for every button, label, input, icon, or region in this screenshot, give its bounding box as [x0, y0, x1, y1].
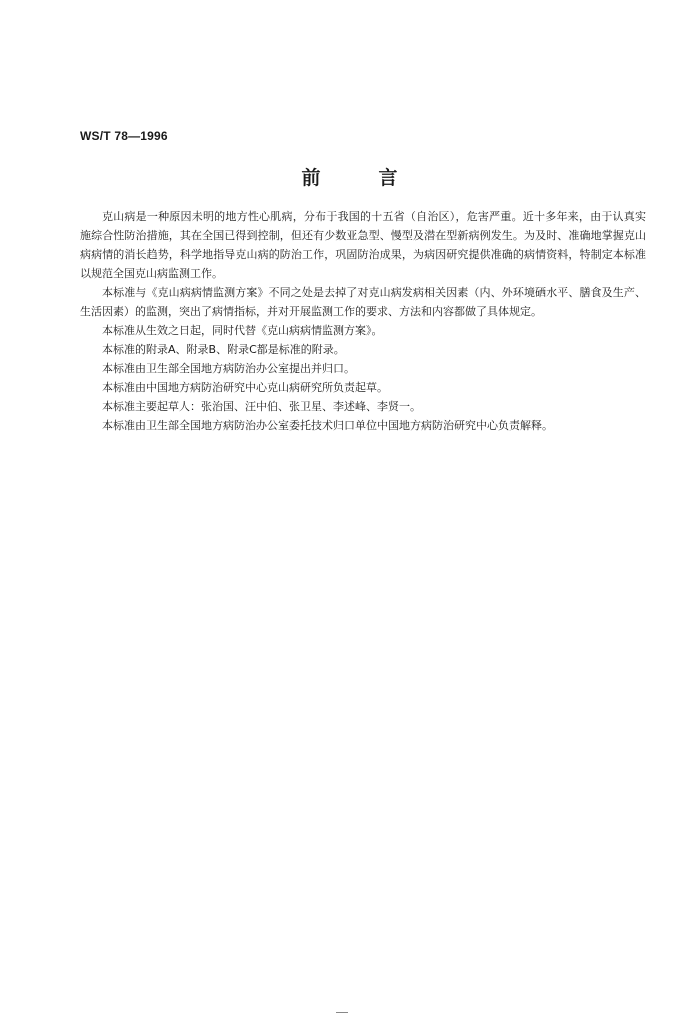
paragraph: 本标准由卫生部全国地方病防治办公室提出并归口。	[102, 362, 355, 375]
paragraph: 本标准由中国地方病防治研究中心克山病研究所负责起草。	[102, 381, 388, 394]
paragraph: 克山病是一种原因未明的地方性心肌病，分布于我国的十五省（自治区），危害严重。近十多年来，由于认真实施综合性防治措施，其在全国已得到控制，但还有少数亚急型、慢型及潜在型新病例发生。为及时、准确地掌握克山病病情的消长趋势，科学地指导克山病的防治工作，巩固防治成果，为病因研究提供准确的病情资料，特制定本标准以规范全国克山病监测工作。	[80, 210, 646, 280]
page-title: 前言	[301, 167, 456, 189]
paragraph: 本标准的附录A、附录B、附录C都是标准的附录。	[102, 343, 345, 356]
standard-code: WS/T 78—1996	[80, 129, 168, 143]
foreword-body	[80, 207, 646, 435]
paragraph: 本标准与《克山病病情监测方案》不同之处是去掉了对克山病发病相关因素（内、外环境硒水平、膳食及生产、生活因素）的监测，突出了病情指标，并对开展监测工作的要求、方法和内容都做了具体规定。	[80, 286, 646, 318]
paragraph: 本标准从生效之日起，同时代替《克山病病情监测方案》。	[102, 324, 383, 337]
page-footer-mark	[336, 1012, 348, 1013]
paragraph: 本标准主要起草人：张治国、汪中伯、张卫星、李述峰、李贤一。	[102, 400, 421, 413]
paragraph: 本标准由卫生部全国地方病防治办公室委托技术归口单位中国地方病防治研究中心负责解释。	[102, 419, 553, 432]
